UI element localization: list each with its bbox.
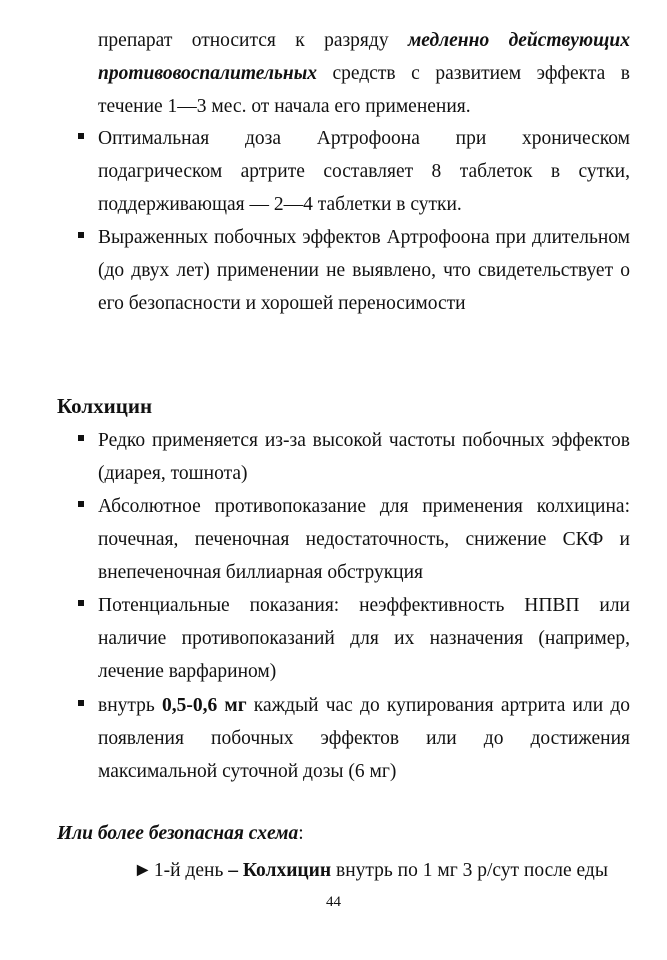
list-item-line: (диарея, тошнота) <box>98 463 248 484</box>
section-heading: Колхицин <box>57 394 153 418</box>
list-item-line <box>98 689 630 722</box>
bullet-marker-icon <box>77 600 87 610</box>
intro-paragraph <box>98 24 630 123</box>
list-item <box>98 122 630 221</box>
list-item-line: Выраженных побочных эффектов Артрофоона при длительном <box>98 227 630 248</box>
dose-text: каждый час до купирования артрита или до <box>246 695 631 716</box>
list-item-line: почечная, печеночная недостаточность, снижение СКФ и <box>98 529 630 550</box>
intro-text: препарат относится к разряду <box>98 30 408 51</box>
alt-scheme-colon: : <box>298 823 304 844</box>
list-item <box>98 689 630 788</box>
list-item-line: Абсолютное противопоказание для применения колхицина: <box>98 496 630 517</box>
alt-scheme-heading <box>57 817 304 850</box>
intro-line-2 <box>98 57 630 90</box>
alt-scheme-title: Или более безопасная схема <box>57 823 299 844</box>
list-item-line: наличие противопоказаний для их назначения (например, <box>98 628 630 649</box>
arrow-right-icon: ► <box>133 860 153 881</box>
list-item-line: (до двух лет) применении не выявлено, что свидетельствует о <box>98 260 630 281</box>
intro-emphasis: противовоспалительных <box>98 63 317 84</box>
bullet-marker-icon <box>77 435 87 445</box>
list-item-line: подагрическом артрите составляет 8 таблеток в сутки, <box>98 161 630 182</box>
list-item <box>98 589 630 688</box>
page-number: 44 <box>326 894 341 910</box>
list-item <box>98 221 630 320</box>
list-item <box>98 490 630 589</box>
dose-value: 0,5-0,6 мг <box>162 695 247 716</box>
list-item-line: Оптимальная доза Артрофоона при хроническом <box>98 128 630 149</box>
intro-line-1 <box>98 24 630 57</box>
intro-emphasis: медленно действующих <box>407 30 630 51</box>
scheme-day: 1-й день <box>153 860 229 881</box>
bullet-marker-icon <box>77 133 87 143</box>
dose-text: внутрь <box>98 695 162 716</box>
bullet-marker-icon <box>77 501 87 511</box>
intro-text: средств с развитием эффекта в <box>316 63 630 84</box>
list-item-line: появления побочных эффектов или до достижения <box>98 728 630 749</box>
scheme-dosage: внутрь по 1 мг 3 р/сут после еды <box>331 860 608 881</box>
list-item-line: лечение варфарином) <box>98 661 277 682</box>
list-item-line: Потенциальные показания: неэффективность НПВП или <box>98 595 630 616</box>
list-item-line: поддерживающая — 2—4 таблетки в сутки. <box>98 194 462 215</box>
bullet-marker-icon <box>77 232 87 242</box>
list-item <box>98 424 630 490</box>
list-item-line: его безопасности и хорошей переносимости <box>98 293 466 314</box>
list-item-line: внепеченочная биллиарная обструкция <box>98 562 424 583</box>
bullet-marker-icon <box>77 700 87 710</box>
list-item-line: Редко применяется из-за высокой частоты побочных эффектов <box>98 430 630 451</box>
scheme-drug: – Колхицин <box>228 860 332 881</box>
list-item-line: максимальной суточной дозы (6 мг) <box>98 761 397 782</box>
intro-line-3: течение 1—3 мес. от начала его применения. <box>98 96 471 117</box>
scheme-step <box>133 854 608 887</box>
